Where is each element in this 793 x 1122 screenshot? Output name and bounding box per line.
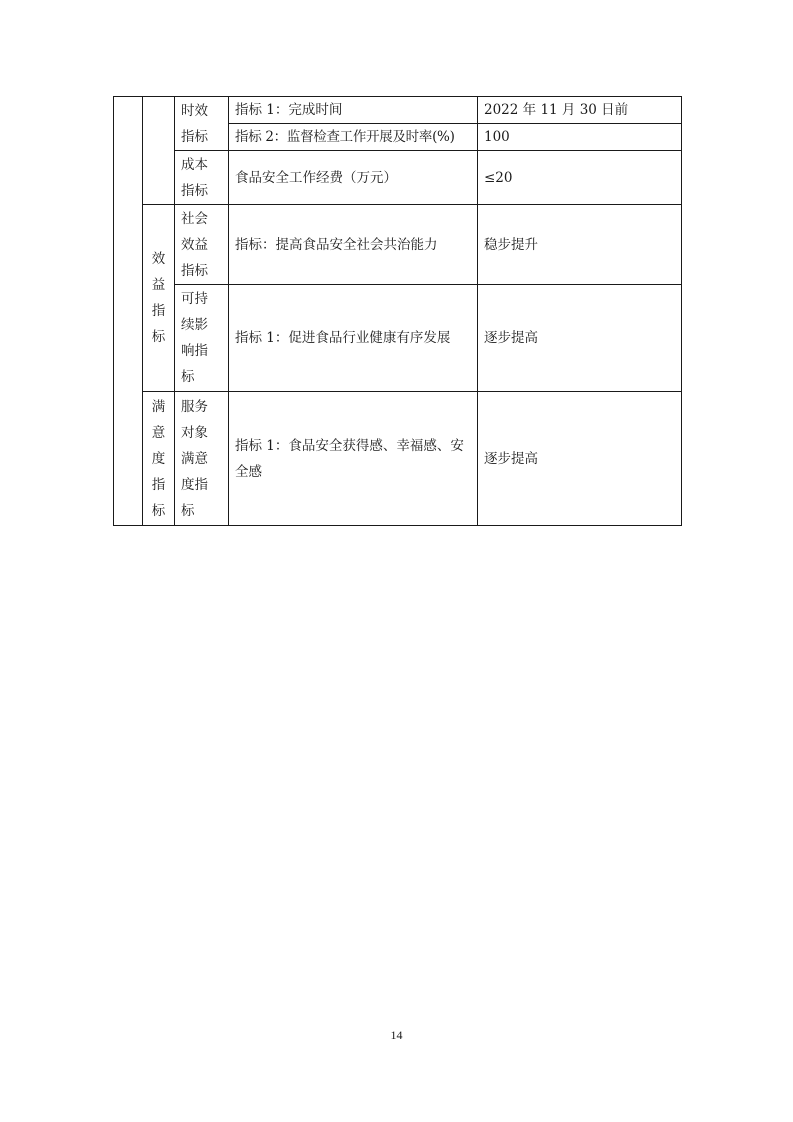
- table-row: [114, 392, 682, 526]
- value-cell: 2022 年 11 月 30 日前: [478, 97, 682, 124]
- value-cell: 逐步提高: [478, 392, 682, 526]
- value-cell: 逐步提高: [478, 285, 682, 392]
- level1-category-cell: [114, 97, 143, 526]
- table-row: [114, 205, 682, 285]
- value-cell: 稳步提升: [478, 205, 682, 285]
- level3-category-cell: 成本 指标: [175, 151, 229, 205]
- level2-category-cell: [143, 97, 175, 205]
- indicator-cell: 指标 1：促进食品行业健康有序发展: [229, 285, 478, 392]
- table-row: [114, 97, 682, 124]
- performance-indicator-table: [113, 96, 682, 526]
- level3-category-cell: 服务 对象 满意 度指 标: [175, 392, 229, 526]
- table-row: [114, 285, 682, 392]
- indicator-cell: 指标 2：监督检查工作开展及时率(%): [229, 124, 478, 151]
- level2-category-cell: 效 益 指 标: [143, 205, 175, 392]
- indicator-cell: 指标 1：食品安全获得感、幸福感、安全感: [229, 392, 478, 526]
- table-row: [114, 151, 682, 205]
- page-number: 14: [390, 1028, 403, 1042]
- level3-category-cell: 社会 效益 指标: [175, 205, 229, 285]
- level2-category-cell: 满 意 度 指 标: [143, 392, 175, 526]
- value-cell: ≤20: [478, 151, 682, 205]
- indicator-cell: 食品安全工作经费（万元）: [229, 151, 478, 205]
- indicator-cell: 指标 1：完成时间: [229, 97, 478, 124]
- level3-category-cell: 可持 续影 响指 标: [175, 285, 229, 392]
- value-cell: 100: [478, 124, 682, 151]
- indicator-cell: 指标：提高食品安全社会共治能力: [229, 205, 478, 285]
- level3-category-cell: 时效 指标: [175, 97, 229, 151]
